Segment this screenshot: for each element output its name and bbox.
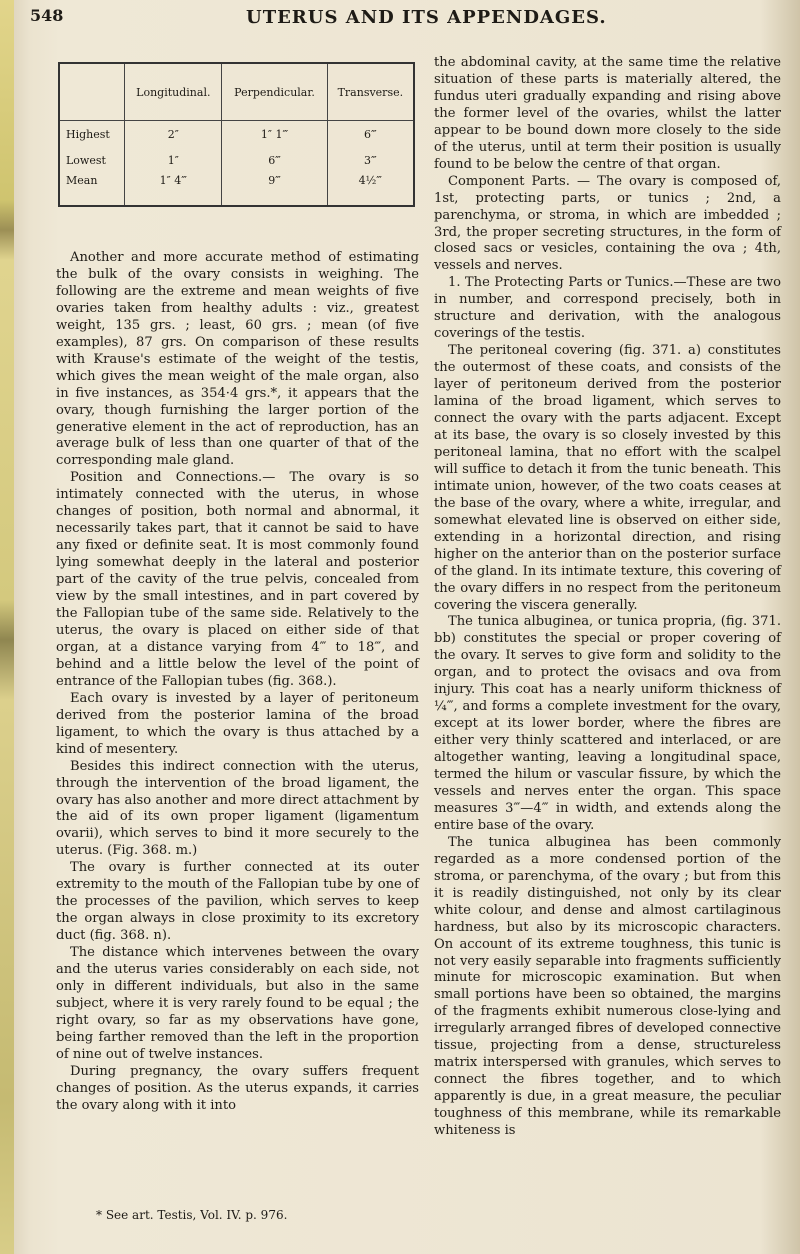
table-cell: 1″ 4‴ xyxy=(125,173,222,206)
table-cell: 6‴ xyxy=(222,147,327,173)
table-cell: 1″ xyxy=(125,147,222,173)
paragraph: The tunica albuginea, or tunica propria, (fig. 371. bb) constitutes the special or proper covering of the ovary. It serves to give form and solidity to the organ, and to protect the ovisacs and ova from injury. This coat has a nearly uniform thickness of ¼‴, and forms a complete investment for the ovary, except at its lower border, where the fibres are either very thinly scattered and interlaced, or are altogether wanting, leaving a longitudinal space, termed the hilum or vascular fissure, by which the vessels and nerves enter the organ. This space measures 3‴—4‴ in width, and extends along the entire base of the ovary. xyxy=(434,614,781,833)
running-header: UTERUS AND ITS APPENDAGES. xyxy=(246,7,607,28)
paragraph: The distance which intervenes between the ovary and the uterus varies considerably on each side, not only in different individuals, but also in the same subject, where it is very rarely found to be equal ; the right ovary, so far as my observations have gone, being farther removed than the left in the proportion of nine out of twelve instances. xyxy=(56,945,419,1062)
table-row xyxy=(59,173,414,206)
table-cell: 9‴ xyxy=(222,173,327,206)
table-cell: 1″ 1‴ xyxy=(222,121,327,148)
paragraph: The tunica albuginea has been commonly regarded as a more condensed portion of the stroma, or parenchyma, of the ovary ; but from this it is readily distinguished, not only by its clear white colour, and dense and almost cartilaginous hardness, but also by its microscopic characters. On account of its extreme toughness, this tunic is not very easily separable into fragments sufficiently minute for microscopic examination. But when small portions have been so obtained, the margins of the fragments exhibit numerous close-lying and irregularly arranged fibres of developed connective tissue, projecting from a dense, structureless matrix interspersed with granules, which serves to connect the fibres together, and to which apparently is due, in a great measure, the peculiar toughness of this membrane, while its remarkable whiteness is xyxy=(434,834,781,1139)
paragraph: Another and more accurate method of estimating the bulk of the ovary consists in weighing. The following are the extreme and mean weights of five ovaries taken from healthy adults : viz., greatest weight, 135 grs. ; least, 60 grs. ; mean (of five examples), 87 grs. On comparison of these results with Krause's estimate of the weight of the testis, which gives the mean weight of the male organ, also in five instances, as 354·4 grs.*, it appears that the ovary, though furnishing the larger portion of the generative element in the act of reproduction, has an average bulk of less than one quarter of that of the corresponding male gland. xyxy=(56,250,419,469)
table-header-cell xyxy=(59,63,125,121)
table-cell: 6‴ xyxy=(327,121,414,148)
left-column xyxy=(56,250,419,1115)
ovary-dimensions-table xyxy=(58,62,415,207)
table-header-row xyxy=(59,63,414,121)
paragraph: 1. The Protecting Parts or Tunics.—These are two in number, and correspond precisely, both in structure and derivation, with the analogous coverings of the testis. xyxy=(434,275,781,342)
table-cell: Lowest xyxy=(66,153,106,167)
table-row xyxy=(59,147,414,173)
footnote: * See art. Testis, Vol. IV. p. 976. xyxy=(96,1208,288,1222)
table-cell: Highest xyxy=(66,127,110,141)
table-row xyxy=(59,121,414,148)
table-cell: 4½‴ xyxy=(327,173,414,206)
paragraph: During pregnancy, the ovary suffers frequent changes of position. As the uterus expands, it carries the ovary along with it into xyxy=(56,1063,419,1113)
page-edge xyxy=(0,0,14,1254)
paragraph: The peritoneal covering (fig. 371. a) constitutes the outermost of these coats, and consists of the layer of peritoneum derived from the posterior lamina of the broad ligament, which serves to connect the ovary with the parts adjacent. Except at its base, the ovary is so closely invested by this peritoneal lamina, that no effort with the scalpel will suffice to detach it from the tunic beneath. This intimate union, however, of the two coats ceases at the base of the ovary, where a white, irregular, and somewhat elevated line is observed on either side, extending in a horizontal direction, and rising higher on the anterior than on the posterior surface of the gland. In its intimate texture, this covering of the ovary differs in no respect from the peritoneum covering the viscera generally. xyxy=(434,343,781,613)
paragraph: Each ovary is invested by a layer of peritoneum derived from the posterior lamina of the broad ligament, to which the ovary is thus attached by a kind of mesentery. xyxy=(56,690,419,757)
paragraph: the abdominal cavity, at the same time the relative situation of these parts is materially altered, the fundus uteri gradually expanding and rising above the former level of the ovaries, whilst the latter appear to be bound down more closely to the side of the uterus, until at term their position is usually found to be below the centre of that organ. xyxy=(434,55,781,172)
table-cell: 3‴ xyxy=(327,147,414,173)
paragraph: Besides this indirect connection with the uterus, through the intervention of the broad ligament, the ovary has also another and more direct attachment by the aid of its own proper ligament (ligamentum ovarii), which serves to bind it more securely to the uterus. (Fig. 368. m.) xyxy=(56,758,419,859)
table-cell: 2″ xyxy=(125,121,222,148)
table-header-cell: Perpendicular. xyxy=(222,63,327,121)
paragraph: The ovary is further connected at its outer extremity to the mouth of the Fallopian tube by one of the processes of the pavilion, which serves to keep the organ always in close proximity to its excretory duct (fig. 368. n). xyxy=(56,860,419,944)
table-header-cell: Transverse. xyxy=(327,63,414,121)
right-column xyxy=(434,55,781,1140)
table-header-cell: Longitudinal. xyxy=(125,63,222,121)
paragraph: Component Parts. — The ovary is composed of, 1st, protecting parts, or tunics ; 2nd, a parenchyma, or stroma, in which are imbedded ; 3rd, the proper secreting structures, in the form of closed sacs or vesicles, containing the ova ; 4th, vessels and nerves. xyxy=(434,173,781,274)
table-cell: Mean xyxy=(66,174,98,187)
paragraph: Position and Connections.— The ovary is so intimately connected with the uterus, in whose changes of position, both normal and abnormal, it necessarily takes part, that it cannot be said to have any fixed or definite seat. It is most commonly found lying somewhat deeply in the lateral and posterior part of the cavity of the true pelvis, concealed from view by the small intestines, and in part covered by the Fallopian tube of the same side. Relatively to the uterus, the ovary is placed on either side of that organ, at a distance varying from 4‴ to 18‴, and behind and a little below the level of the point of entrance of the Fallopian tubes (fig. 368.). xyxy=(56,470,419,689)
page-number: 548 xyxy=(30,6,64,25)
